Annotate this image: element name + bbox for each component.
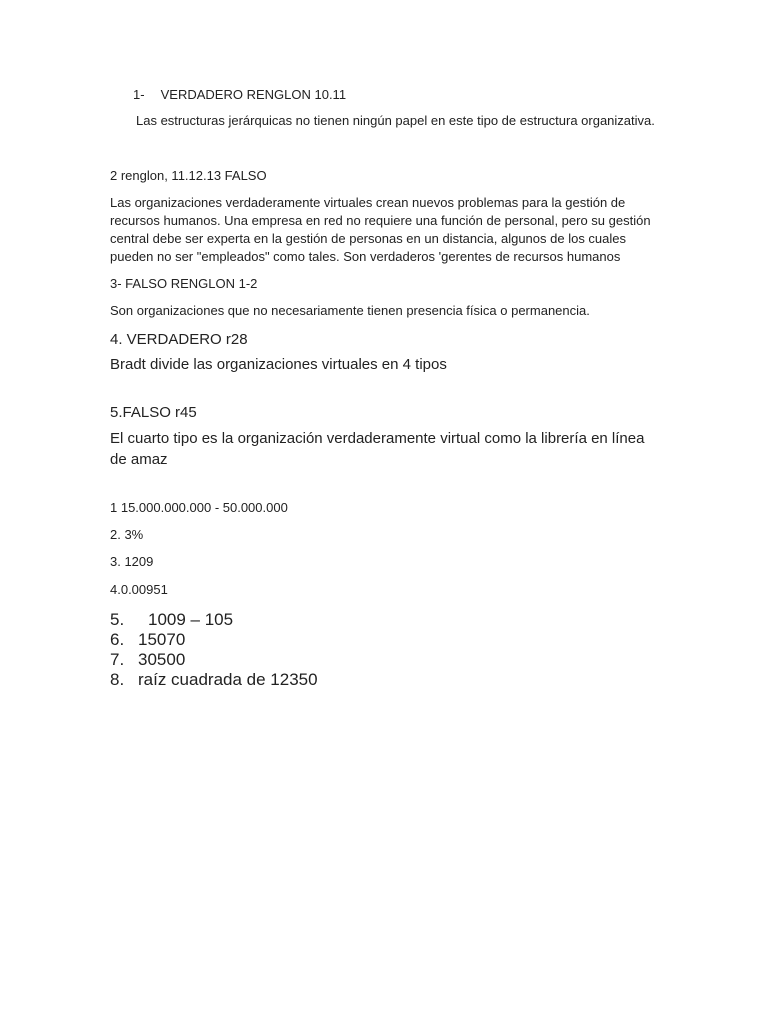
paragraph-1: Las estructuras jerárquicas no tienen ningún papel en este tipo de estructura organizativa. bbox=[136, 113, 655, 128]
list-item-text: 15070 bbox=[138, 630, 186, 649]
heading-4: 4. VERDADERO r28 bbox=[110, 331, 248, 348]
list-item-number: 6. bbox=[110, 630, 125, 649]
list-item bbox=[110, 630, 318, 650]
list-item-text: 1009 – 105 bbox=[148, 610, 234, 629]
paragraph-3: Son organizaciones que no necesariamente tienen presencia física o permanencia. bbox=[110, 303, 590, 318]
list-item-number: 5. bbox=[110, 610, 125, 629]
numbered-list bbox=[110, 610, 318, 690]
heading-1-text: VERDADERO RENGLON 10.11 bbox=[160, 87, 347, 102]
answer-3: 3. 1209 bbox=[110, 554, 154, 569]
list-item-text: raíz cuadrada de 12350 bbox=[138, 670, 318, 689]
paragraph-5: El cuarto tipo es la organización verdaderamente virtual como la librería en línea de amaz bbox=[110, 430, 645, 468]
heading-1-number: 1- bbox=[133, 87, 145, 102]
answer-4: 4.0.00951 bbox=[110, 582, 168, 597]
paragraph-2: Las organizaciones verdaderamente virtuales crean nuevos problemas para la gestión de recursos humanos. Una empresa en red no requiere una función de personal, pero su gestión central debe ser experta en la gestión de personas en un distancia, algunos de los cuales pueden no ser "empleados" como tales. Son verdaderos 'gerentes de recursos humanos bbox=[110, 195, 651, 264]
list-item bbox=[110, 670, 318, 690]
list-item-number: 7. bbox=[110, 650, 125, 669]
heading-5: 5.FALSO r45 bbox=[110, 404, 197, 421]
answer-1: 1 15.000.000.000 - 50.000.000 bbox=[110, 500, 288, 515]
paragraph-4: Bradt divide las organizaciones virtuales en 4 tipos bbox=[110, 356, 447, 373]
heading-1 bbox=[133, 86, 346, 104]
heading-3: 3- FALSO RENGLON 1-2 bbox=[110, 276, 258, 291]
answer-2: 2. 3% bbox=[110, 527, 144, 542]
list-item bbox=[110, 650, 318, 670]
list-item bbox=[110, 610, 318, 630]
list-item-text: 30500 bbox=[138, 650, 186, 669]
heading-2: 2 renglon, 11.12.13 FALSO bbox=[110, 168, 267, 183]
list-item-number: 8. bbox=[110, 670, 125, 689]
